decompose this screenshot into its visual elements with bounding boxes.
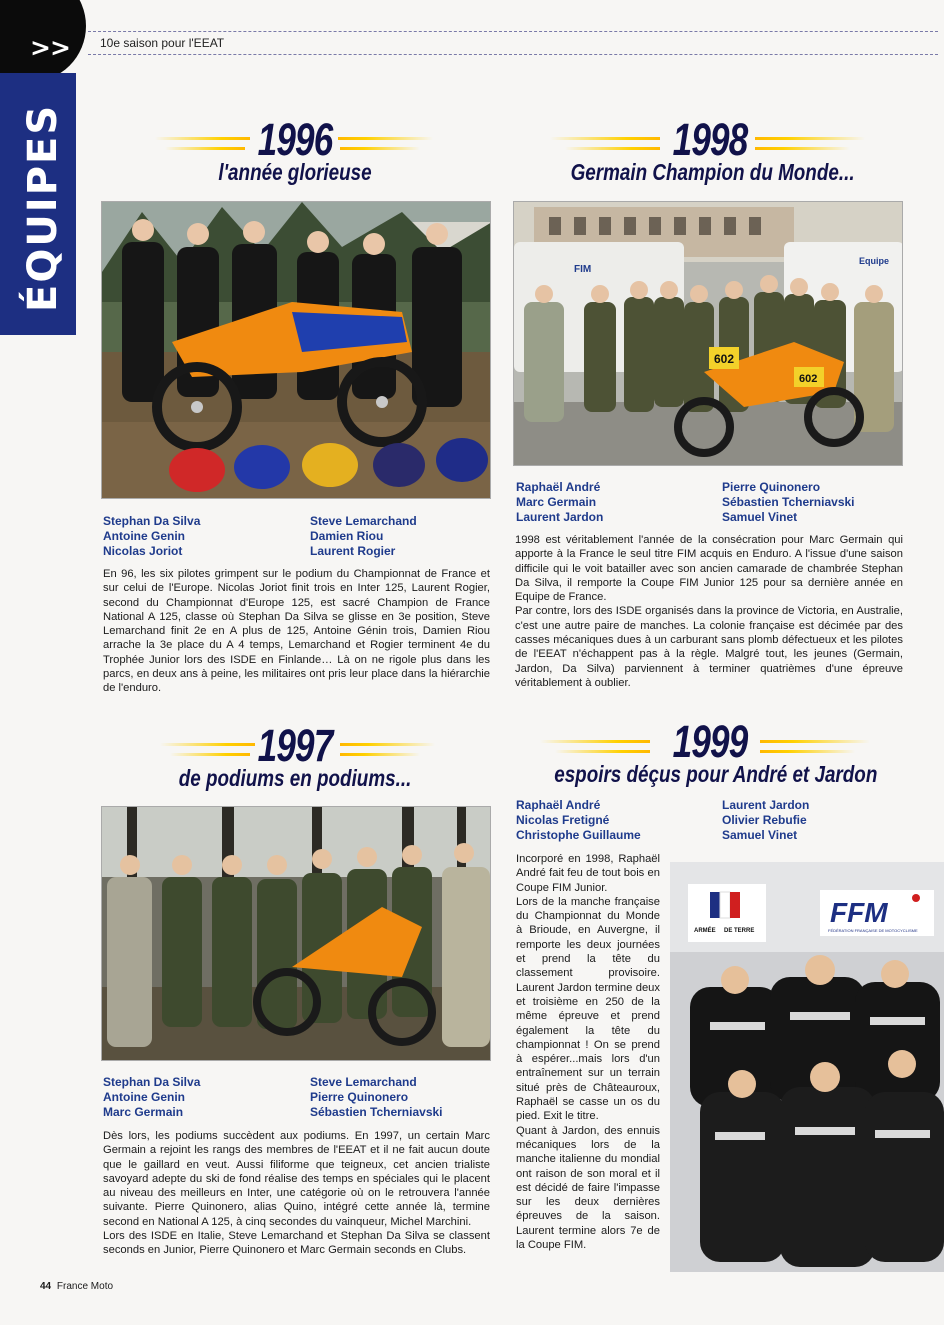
riders-list-1998-left (516, 480, 603, 525)
rider-name: Marc Germain (516, 495, 597, 509)
fim-badge: FIM (574, 264, 592, 275)
army-logo-text: DE TERRE (724, 928, 755, 934)
rider-name: Raphaël André (516, 480, 601, 494)
rider-name: Samuel Vinet (722, 828, 798, 842)
rider-name: Stephan Da Silva (103, 1075, 201, 1089)
banner-1996 (155, 114, 435, 185)
rider-name: Laurent Jardon (516, 510, 604, 524)
year-title: 1998 (672, 114, 748, 165)
team-photo-1999 (670, 862, 944, 1272)
header-rule (88, 31, 938, 32)
banner-1999 (520, 716, 900, 787)
header-tagline: 10e saison pour l'EEAT (100, 36, 225, 50)
riders-list-1997-left (103, 1075, 200, 1120)
bike-number: 602 (799, 373, 818, 385)
team-photo-1997 (101, 806, 491, 1061)
header-rule-bottom (88, 54, 938, 55)
section-arrows: >> (30, 33, 70, 62)
year-subtitle: Germain Champion du Monde... (570, 159, 855, 185)
banner-1998 (540, 114, 880, 185)
riders-list-1999-left (516, 798, 641, 843)
photo-1997-svg (102, 807, 491, 1061)
article-1999 (516, 852, 660, 1252)
banner-1997 (145, 720, 445, 791)
paragraph: En 96, les six pilotes grimpent sur le podium du Championnat de France et sur celui de l'Europe. Nicolas Joriot finit trois en Inter 125, Laurent Rogier, second du Championnat d'Europe 125, est sacré Champion de France National A 125, classe où Stephan Da Silva se glisse en 3e position, Steve Lemarchand finit 2e en A plus de 125, Antoine Génin trois, Damien Riou arrache la 3e place du A 4 temps, Lemarchand et Rogier terminent 4e du Trophée Junior lors des ISDE en Finlande… Là on ne rigole plus dans les parcs, en deux ans à peine, les militaires ont pris leur place dans la hiérarchie de l'enduro. (103, 568, 490, 695)
year-subtitle: espoirs déçus pour André et Jardon (554, 761, 878, 787)
rider-name: Raphaël André (516, 798, 601, 812)
paragraph: Par contre, lors des ISDE organisés dans la province de Victoria, en Australie, c'est une autre paire de manches. La colonie française est décimée par des casses mécaniques dues à un carburant sans plomb défectueux et les pilotes de l'EEAT n'échappent pas à la règle. Malgré tout, les jeunes (Germain, Jardon, Da Silva) parviennent à terminer quatrièmes d'une épreuve véritablement à oublier. (515, 605, 903, 689)
photo-1999-svg (670, 862, 944, 1272)
year-subtitle: l'année glorieuse (218, 159, 372, 185)
article-1996 (103, 567, 490, 696)
rider-name: Marc Germain (103, 1105, 184, 1119)
ffm-logo-text: FFM (830, 897, 888, 928)
riders-list-1998-right (722, 480, 855, 525)
van-label: Equipe (859, 256, 890, 266)
article-1998 (515, 533, 903, 690)
paragraph: Lors des ISDE en Italie, Steve Lemarchand et Stephan Da Silva se classent seconds en Junior, Pierre Quinonero et Marc Germain seconds en Clubs. (103, 1230, 490, 1257)
article-1997 (103, 1129, 490, 1258)
year-subtitle: de podiums en podiums... (178, 765, 412, 791)
paragraph: Dès lors, les podiums succèdent aux podiums. En 1997, un certain Marc Germain a rejoint les rangs des membres de l'EEAT et il ne fait aucun doute que le gaillard en veut. Aussi filiforme que teigneux, cet ancien trialiste savoyard adepte du ski de fond réalise des temps en spéciales qui le placent au niveau des meilleurs en Inter, une catégorie où on le retrouvera l'année suivante. Pierre Quinonero, alias Quino, intégré cette année là, termine second en National A 125, à cinq secondes du vainqueur, Michel Marchini. (103, 1130, 490, 1228)
rider-name: Steve Lemarchand (310, 514, 417, 528)
riders-list-1996-left (103, 514, 200, 559)
rider-name: Nicolas Joriot (103, 544, 183, 558)
page-number: 44 (40, 1281, 52, 1292)
army-logo-text: ARMÉE (694, 928, 716, 934)
paragraph: Lors de la manche française du Championnat du Monde à Brioude, en Auvergne, il remporte les deux journées et prend la tête du classement provisoire. Laurent Jardon termine deux et troisième en 250 de la même épreuve et prend également la tête du championnat ! On se prend à espérer...mais lors d'un entraînement sur un terrain situé près de Châteauroux, Raphaël se casse un os du pied. Exit le titre. (516, 895, 660, 1123)
team-photo-1996 (101, 201, 491, 499)
rider-name: Laurent Rogier (310, 544, 396, 558)
rider-name: Stephan Da Silva (103, 514, 201, 528)
riders-list-1999-right (722, 798, 809, 843)
rider-name: Christophe Guillaume (516, 828, 641, 842)
rider-name: Sébastien Tcherniavski (310, 1105, 443, 1119)
year-title: 1996 (257, 114, 333, 165)
rider-name: Steve Lemarchand (310, 1075, 417, 1089)
riders-list-1997-right (310, 1075, 443, 1120)
year-title: 1997 (257, 720, 333, 771)
rider-name: Pierre Quinonero (722, 480, 821, 494)
magazine-name: France Moto (56, 1281, 114, 1292)
rider-name: Pierre Quinonero (310, 1090, 409, 1104)
riders-list-1996-right (310, 514, 417, 559)
ffm-logo-sub: FÉDÉRATION FRANÇAISE DE MOTOCYCLISME (828, 928, 918, 933)
rider-name: Laurent Jardon (722, 798, 810, 812)
rider-name: Samuel Vinet (722, 510, 798, 524)
page-footer (40, 1281, 113, 1292)
paragraph: Incorporé en 1998, Raphaël André fait feu de tout bois en Coupe FIM Junior. (516, 853, 660, 894)
rider-name: Antoine Genin (103, 1090, 185, 1104)
rider-name: Nicolas Fretigné (516, 813, 610, 827)
section-title: ÉQUIPES (20, 103, 66, 312)
rider-name: Antoine Genin (103, 529, 185, 543)
photo-1996-svg (102, 202, 491, 499)
paragraph: 1998 est véritablement l'année de la consécration pour Marc Germain qui apporte à la France le seul titre FIM acquis en Enduro. A l'issue d'une saison difficile qui le voit batailler avec son ancien camarade de chambrée Stephan Da Silva, il remporte la Coupe FIM Junior 125 pour sa dernière année en Equipe de France. (515, 534, 903, 604)
photo-1998-svg (514, 202, 903, 466)
team-photo-1998 (513, 201, 903, 466)
year-title: 1999 (672, 716, 748, 767)
bike-number: 602 (714, 352, 735, 366)
rider-name: Sébastien Tcherniavski (722, 495, 855, 509)
rider-name: Damien Riou (310, 529, 384, 543)
paragraph: Quant à Jardon, des ennuis mécaniques lors de la manche italienne du mondial ont raison de son moral et il est décidé de faire l'impasse sur les deux dernières épreuves de la saison. Laurent termine alors 7e de la Coupe FIM. (516, 1124, 660, 1252)
rider-name: Olivier Rebufie (722, 813, 807, 827)
